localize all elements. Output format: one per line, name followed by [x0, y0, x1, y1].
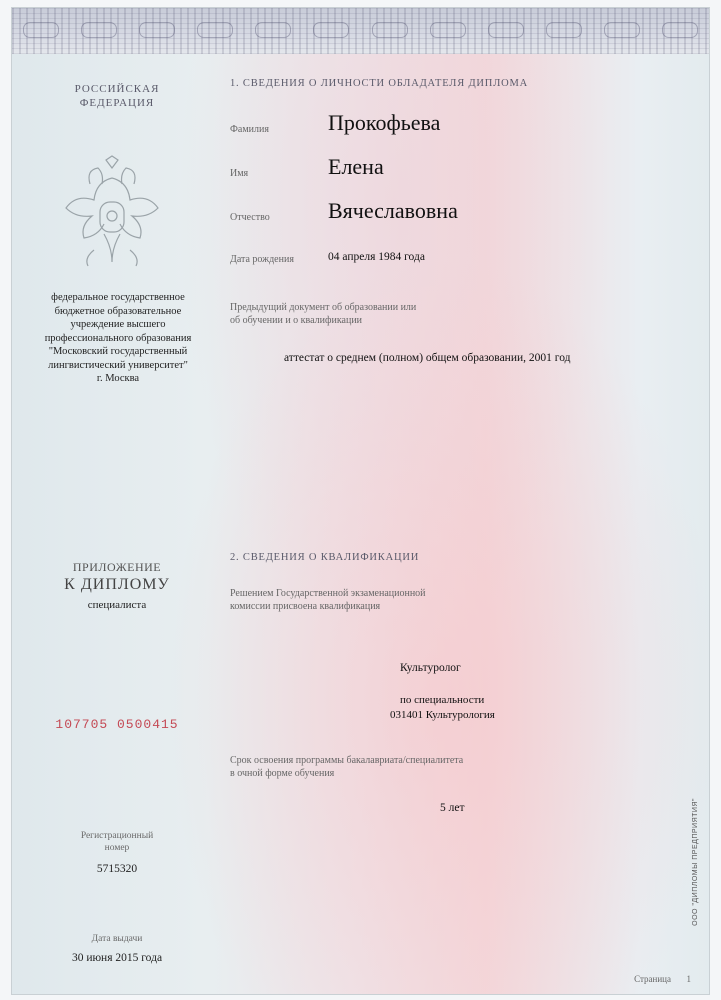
- study-term-label-line: Срок освоения программы бакалавриата/специалитета: [230, 755, 464, 766]
- institution-line: г. Москва: [96, 373, 140, 384]
- ornament-mark: [430, 22, 466, 38]
- ornament-mark: [313, 22, 349, 38]
- study-term-value: 5 лет: [440, 802, 465, 814]
- ornament-mark: [546, 22, 582, 38]
- qualification-label-line: Решением Государственной экзаменационной: [230, 588, 426, 599]
- registration-label: [12, 830, 222, 854]
- main-column: [230, 54, 700, 994]
- patronymic-label: Отчество: [230, 212, 270, 223]
- study-term-label: [230, 754, 530, 780]
- registration-label-line: Регистрационный: [80, 831, 154, 841]
- appendix-subtitle: специалиста: [87, 599, 147, 611]
- diploma-appendix-sheet: [12, 8, 709, 994]
- ornament-mark: [662, 22, 698, 38]
- country-name: [12, 82, 222, 110]
- issue-date: 30 июня 2015 года: [71, 952, 163, 964]
- coat-of-arms-icon: [60, 154, 164, 272]
- surname-value: Прокофьева: [328, 110, 441, 135]
- previous-document-label-line: Предыдущий документ об образовании или: [230, 302, 417, 313]
- left-column: [12, 54, 222, 994]
- qualification-label: [230, 587, 500, 613]
- appendix-title-diploma: К ДИПЛОМУ: [64, 576, 170, 593]
- country-line: ФЕДЕРАЦИЯ: [79, 97, 155, 109]
- section2-title: 2. СВЕДЕНИЯ О КВАЛИФИКАЦИИ: [230, 552, 420, 563]
- ornament-mark: [197, 22, 233, 38]
- institution-line: лингвистический университет": [48, 359, 188, 371]
- surname-label: Фамилия: [230, 124, 269, 135]
- issue-date-label: Дата выдачи: [91, 934, 143, 944]
- specialty-label: по специальности: [400, 694, 485, 706]
- previous-document-label: [230, 301, 490, 327]
- band-ornament: [12, 20, 709, 40]
- name-label: Имя: [230, 168, 249, 179]
- ornament-mark: [255, 22, 291, 38]
- previous-document-value: аттестат о среднем (полном) общем образовании, 2001 год: [284, 352, 571, 364]
- institution-line: бюджетное образовательное: [54, 305, 182, 317]
- previous-document-label-line: об обучении и о квалификации: [230, 315, 363, 326]
- ornament-mark: [372, 22, 408, 38]
- institution-line: профессионального образования: [44, 332, 192, 344]
- patronymic-value: Вячеславовна: [328, 198, 458, 223]
- institution-line: федеральное государственное: [51, 292, 185, 303]
- specialty-value: 031401 Культурология: [390, 709, 495, 721]
- institution-line: "Московский государственный: [48, 346, 188, 357]
- ornament-mark: [488, 22, 524, 38]
- name-value: Елена: [328, 154, 384, 179]
- printer-imprint: ООО "ДИПЛОМЫ ПРЕДПРИЯТИЯ": [692, 798, 699, 926]
- registration-label-line: номер: [104, 843, 130, 853]
- ornament-mark: [81, 22, 117, 38]
- section1-title: 1. СВЕДЕНИЯ О ЛИЧНОСТИ ОБЛАДАТЕЛЯ ДИПЛОМА: [230, 78, 529, 89]
- ornament-mark: [23, 22, 59, 38]
- birth-date-label: Дата рождения: [230, 254, 294, 265]
- qualification-label-line: комиссии присвоена квалификация: [230, 601, 381, 612]
- study-term-label-line: в очной форме обучения: [230, 768, 335, 779]
- registration-number: 5715320: [96, 863, 138, 875]
- page-number: 1: [686, 974, 691, 984]
- serial-number: 107705 0500415: [55, 717, 179, 732]
- birth-date-value: 04 апреля 1984 года: [328, 251, 425, 263]
- country-line: РОССИЙСКАЯ: [74, 83, 160, 95]
- institution-name: [18, 291, 218, 386]
- qualification-value: Культуролог: [400, 662, 461, 674]
- institution-line: учреждение высшего: [70, 319, 166, 330]
- appendix-title: ПРИЛОЖЕНИЕ: [72, 560, 162, 574]
- ornament-mark: [139, 22, 175, 38]
- security-band: [12, 8, 709, 54]
- ornament-mark: [604, 22, 640, 38]
- page-label: Страница: [634, 974, 671, 984]
